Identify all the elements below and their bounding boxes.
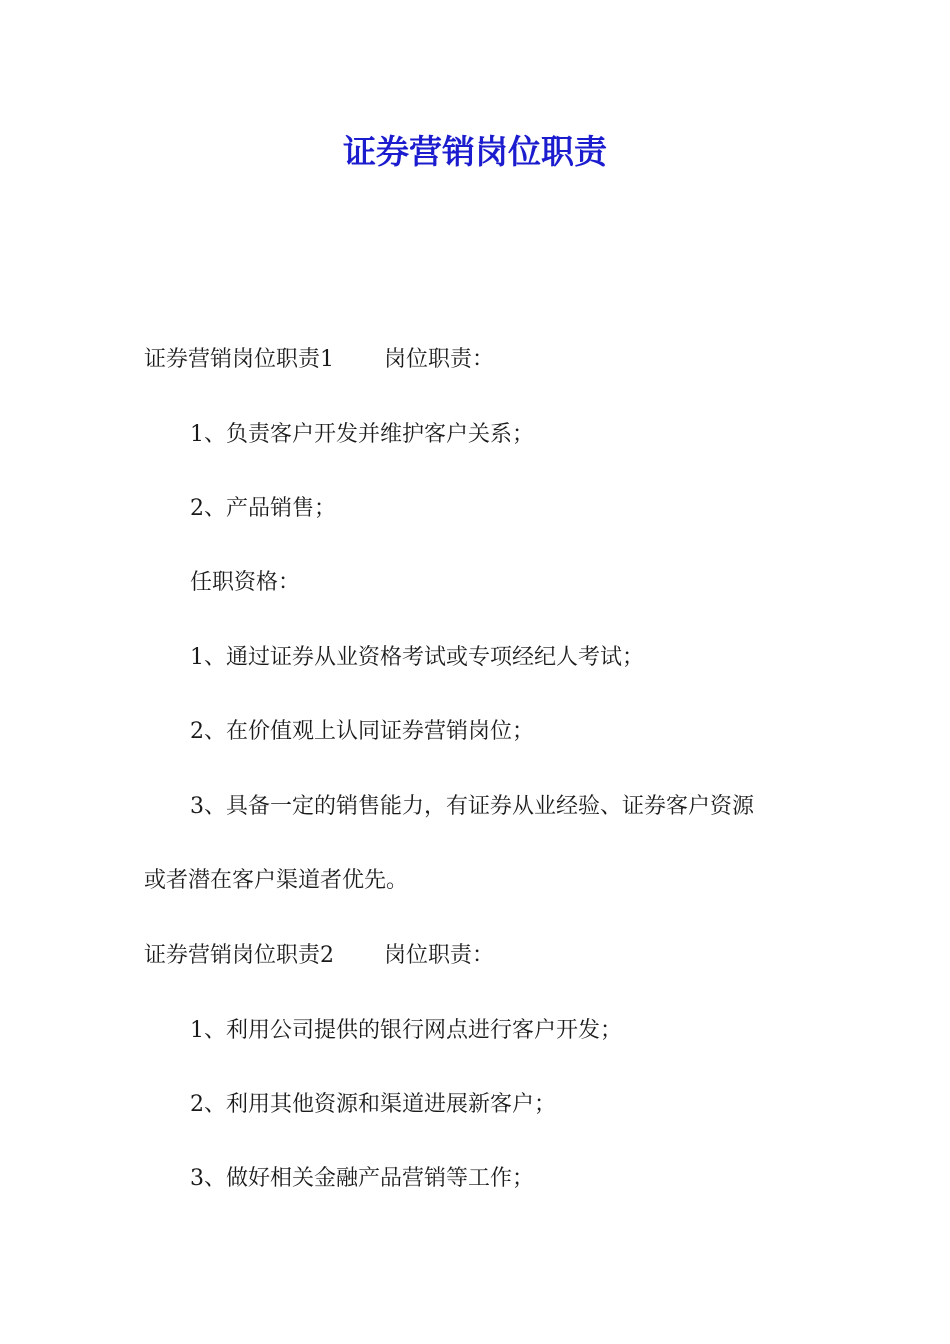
section-1-qualification-2: 2、在价值观上认同证券营销岗位； [190, 719, 534, 744]
page-title: 证券营销岗位职责 [343, 132, 607, 171]
section-1-duty-1: 1、负责客户开发并维护客户关系； [190, 422, 534, 447]
section-1-qualification-3: 3、具备一定的销售能力，有证券从业经验、证券客户资源 [190, 794, 754, 819]
section-1-heading: 证券营销岗位职责1 [144, 347, 334, 372]
section-1-heading-line [144, 343, 824, 377]
section-1-qualification-1: 1、通过证券从业资格考试或专项经纪人考试； [190, 645, 644, 670]
section-1-qualifications-label: 任职资格： [190, 570, 301, 595]
section-2-heading-line [144, 939, 824, 973]
section-1-qualification-3-continued: 或者潜在客户渠道者优先。 [144, 868, 409, 893]
section-2-subheading: 岗位职责： [384, 943, 495, 968]
section-2-duty-2: 2、利用其他资源和渠道进展新客户； [190, 1092, 556, 1117]
section-1-duty-2: 2、产品销售； [190, 496, 336, 521]
section-2-duty-3: 3、做好相关金融产品营销等工作； [190, 1166, 534, 1191]
section-1-subheading: 岗位职责： [384, 347, 495, 372]
section-2-heading: 证券营销岗位职责2 [144, 943, 334, 968]
section-2-duty-1: 1、利用公司提供的银行网点进行客户开发； [190, 1018, 622, 1043]
